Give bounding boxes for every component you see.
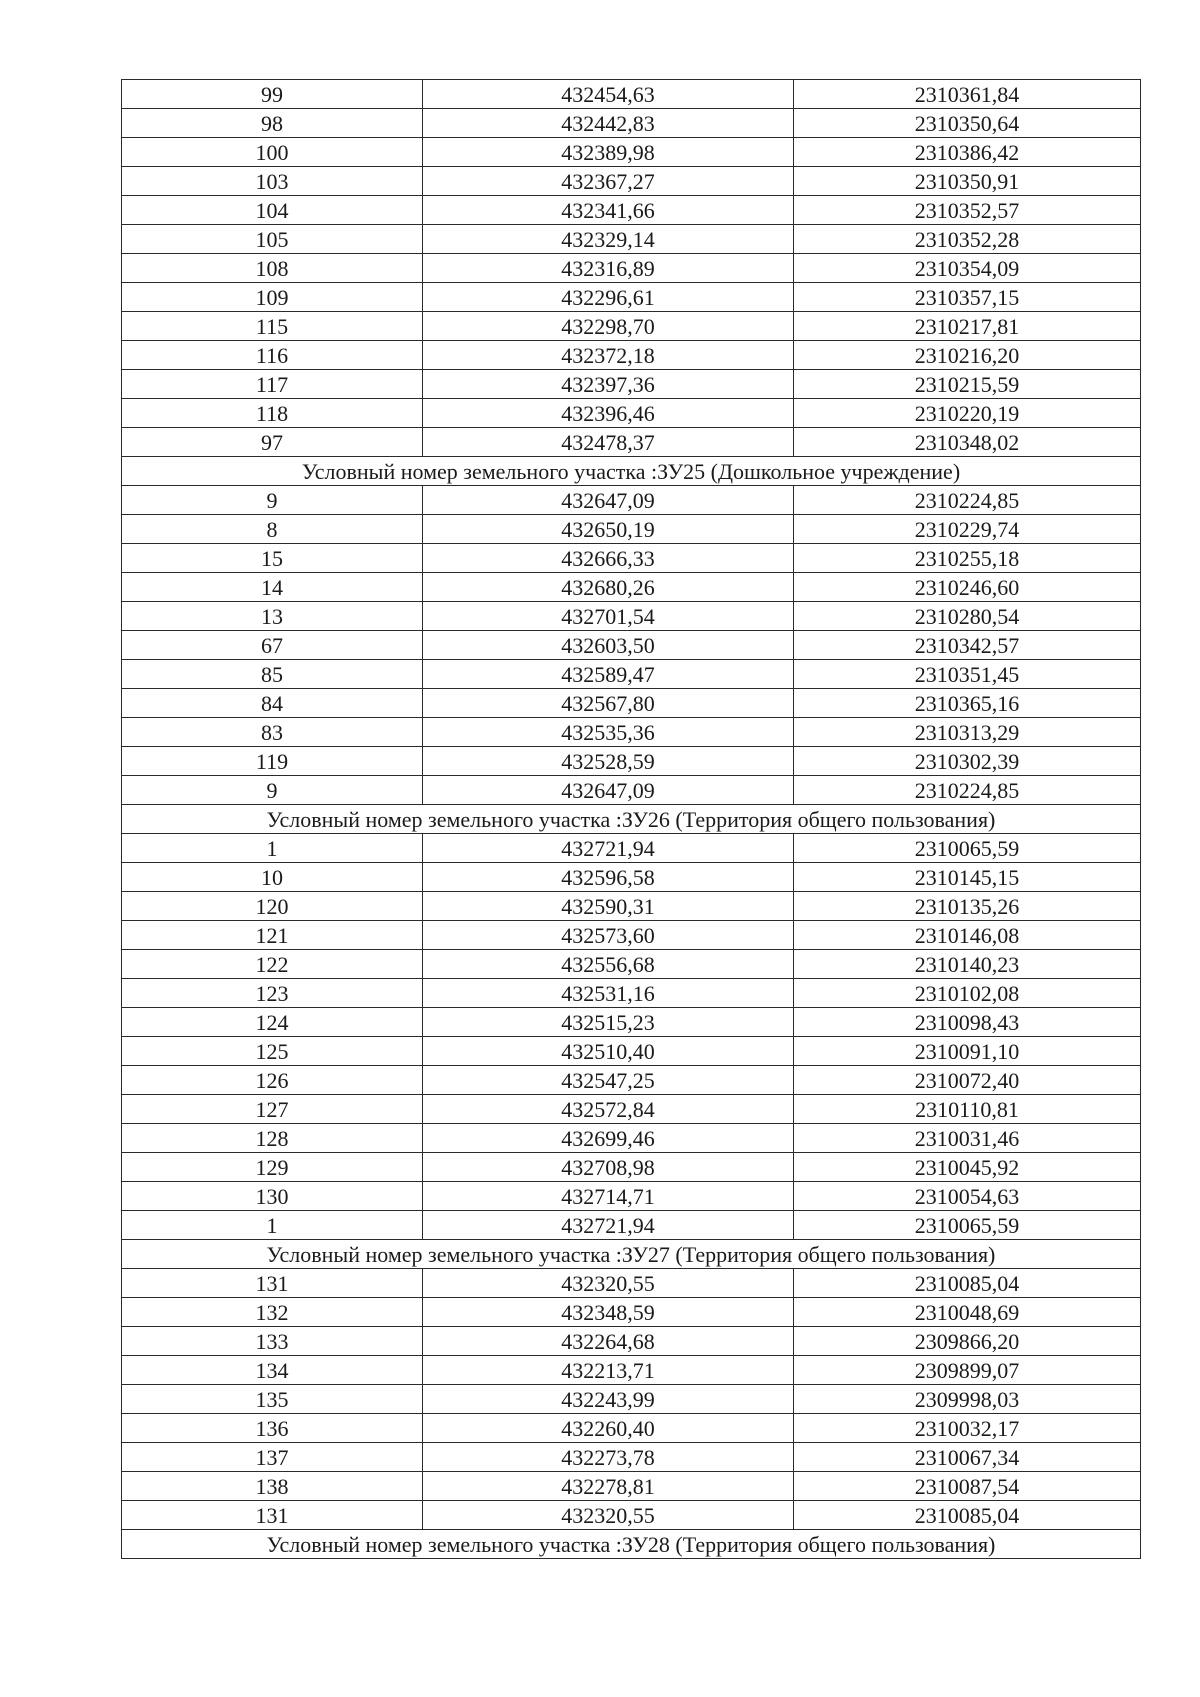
x-coordinate-cell: 432372,18 xyxy=(423,341,794,370)
point-number-cell: 105 xyxy=(122,225,423,254)
point-number-cell: 109 xyxy=(122,283,423,312)
y-coordinate-cell: 2310072,40 xyxy=(794,1066,1141,1095)
y-coordinate-cell: 2310045,92 xyxy=(794,1153,1141,1182)
x-coordinate-cell: 432243,99 xyxy=(423,1385,794,1414)
table-row xyxy=(122,776,1141,805)
x-coordinate-cell: 432298,70 xyxy=(423,312,794,341)
table-row xyxy=(122,863,1141,892)
point-number-cell: 13 xyxy=(122,602,423,631)
point-number-cell: 136 xyxy=(122,1414,423,1443)
table-row xyxy=(122,138,1141,167)
table-row xyxy=(122,1501,1141,1530)
y-coordinate-cell: 2310224,85 xyxy=(794,776,1141,805)
point-number-cell: 1 xyxy=(122,1211,423,1240)
point-number-cell: 118 xyxy=(122,399,423,428)
table-row xyxy=(122,950,1141,979)
x-coordinate-cell: 432699,46 xyxy=(423,1124,794,1153)
y-coordinate-cell: 2310102,08 xyxy=(794,979,1141,1008)
x-coordinate-cell: 432714,71 xyxy=(423,1182,794,1211)
table-row xyxy=(122,1385,1141,1414)
y-coordinate-cell: 2310032,17 xyxy=(794,1414,1141,1443)
point-number-cell: 119 xyxy=(122,747,423,776)
y-coordinate-cell: 2310302,39 xyxy=(794,747,1141,776)
y-coordinate-cell: 2310351,45 xyxy=(794,660,1141,689)
table-row xyxy=(122,370,1141,399)
y-coordinate-cell: 2310365,16 xyxy=(794,689,1141,718)
x-coordinate-cell: 432296,61 xyxy=(423,283,794,312)
x-coordinate-cell: 432528,59 xyxy=(423,747,794,776)
point-number-cell: 103 xyxy=(122,167,423,196)
y-coordinate-cell: 2310085,04 xyxy=(794,1269,1141,1298)
x-coordinate-cell: 432547,25 xyxy=(423,1066,794,1095)
x-coordinate-cell: 432531,16 xyxy=(423,979,794,1008)
x-coordinate-cell: 432721,94 xyxy=(423,1211,794,1240)
point-number-cell: 14 xyxy=(122,573,423,602)
table-row xyxy=(122,718,1141,747)
table-row xyxy=(122,1443,1141,1472)
table-row xyxy=(122,1182,1141,1211)
x-coordinate-cell: 432389,98 xyxy=(423,138,794,167)
point-number-cell: 117 xyxy=(122,370,423,399)
x-coordinate-cell: 432535,36 xyxy=(423,718,794,747)
point-number-cell: 133 xyxy=(122,1327,423,1356)
table-row xyxy=(122,1327,1141,1356)
y-coordinate-cell: 2310065,59 xyxy=(794,1211,1141,1240)
table-row xyxy=(122,631,1141,660)
point-number-cell: 124 xyxy=(122,1008,423,1037)
y-coordinate-cell: 2310224,85 xyxy=(794,486,1141,515)
x-coordinate-cell: 432397,36 xyxy=(423,370,794,399)
point-number-cell: 8 xyxy=(122,515,423,544)
table-row xyxy=(122,196,1141,225)
y-coordinate-cell: 2310085,04 xyxy=(794,1501,1141,1530)
y-coordinate-cell: 2310352,57 xyxy=(794,196,1141,225)
y-coordinate-cell: 2310255,18 xyxy=(794,544,1141,573)
x-coordinate-cell: 432573,60 xyxy=(423,921,794,950)
table-row xyxy=(122,834,1141,863)
x-coordinate-cell: 432647,09 xyxy=(423,486,794,515)
x-coordinate-cell: 432510,40 xyxy=(423,1037,794,1066)
point-number-cell: 126 xyxy=(122,1066,423,1095)
y-coordinate-cell: 2310342,57 xyxy=(794,631,1141,660)
point-number-cell: 128 xyxy=(122,1124,423,1153)
table-row xyxy=(122,747,1141,776)
parcel-heading-row xyxy=(122,1240,1141,1269)
x-coordinate-cell: 432316,89 xyxy=(423,254,794,283)
table-row xyxy=(122,660,1141,689)
x-coordinate-cell: 432680,26 xyxy=(423,573,794,602)
y-coordinate-cell: 2309998,03 xyxy=(794,1385,1141,1414)
point-number-cell: 134 xyxy=(122,1356,423,1385)
y-coordinate-cell: 2310216,20 xyxy=(794,341,1141,370)
y-coordinate-cell: 2310110,81 xyxy=(794,1095,1141,1124)
y-coordinate-cell: 2310135,26 xyxy=(794,892,1141,921)
x-coordinate-cell: 432589,47 xyxy=(423,660,794,689)
table-row xyxy=(122,921,1141,950)
point-number-cell: 116 xyxy=(122,341,423,370)
table-row xyxy=(122,1095,1141,1124)
x-coordinate-cell: 432454,63 xyxy=(423,80,794,109)
table-row xyxy=(122,283,1141,312)
parcel-heading-row xyxy=(122,805,1141,834)
y-coordinate-cell: 2310352,28 xyxy=(794,225,1141,254)
point-number-cell: 9 xyxy=(122,776,423,805)
y-coordinate-cell: 2310087,54 xyxy=(794,1472,1141,1501)
point-number-cell: 9 xyxy=(122,486,423,515)
table-row xyxy=(122,1066,1141,1095)
point-number-cell: 120 xyxy=(122,892,423,921)
point-number-cell: 84 xyxy=(122,689,423,718)
y-coordinate-cell: 2310067,34 xyxy=(794,1443,1141,1472)
point-number-cell: 135 xyxy=(122,1385,423,1414)
point-number-cell: 67 xyxy=(122,631,423,660)
point-number-cell: 132 xyxy=(122,1298,423,1327)
point-number-cell: 131 xyxy=(122,1269,423,1298)
parcel-heading: Условный номер земельного участка :ЗУ25 (Дошкольное учреждение) xyxy=(122,457,1141,486)
table-row xyxy=(122,1153,1141,1182)
y-coordinate-cell: 2310054,63 xyxy=(794,1182,1141,1211)
x-coordinate-cell: 432396,46 xyxy=(423,399,794,428)
point-number-cell: 123 xyxy=(122,979,423,1008)
y-coordinate-cell: 2310140,23 xyxy=(794,950,1141,979)
parcel-heading: Условный номер земельного участка :ЗУ28 (Территория общего пользования) xyxy=(122,1530,1141,1559)
point-number-cell: 98 xyxy=(122,109,423,138)
y-coordinate-cell: 2310031,46 xyxy=(794,1124,1141,1153)
x-coordinate-cell: 432264,68 xyxy=(423,1327,794,1356)
point-number-cell: 122 xyxy=(122,950,423,979)
x-coordinate-cell: 432260,40 xyxy=(423,1414,794,1443)
table-row xyxy=(122,254,1141,283)
table-row xyxy=(122,573,1141,602)
y-coordinate-cell: 2310386,42 xyxy=(794,138,1141,167)
x-coordinate-cell: 432213,71 xyxy=(423,1356,794,1385)
point-number-cell: 104 xyxy=(122,196,423,225)
y-coordinate-cell: 2310229,74 xyxy=(794,515,1141,544)
table-row xyxy=(122,544,1141,573)
point-number-cell: 10 xyxy=(122,863,423,892)
table-row xyxy=(122,1472,1141,1501)
x-coordinate-cell: 432650,19 xyxy=(423,515,794,544)
x-coordinate-cell: 432367,27 xyxy=(423,167,794,196)
table-row xyxy=(122,486,1141,515)
parcel-heading-row xyxy=(122,457,1141,486)
y-coordinate-cell: 2310280,54 xyxy=(794,602,1141,631)
x-coordinate-cell: 432596,58 xyxy=(423,863,794,892)
y-coordinate-cell: 2310313,29 xyxy=(794,718,1141,747)
table-row xyxy=(122,312,1141,341)
x-coordinate-cell: 432329,14 xyxy=(423,225,794,254)
x-coordinate-cell: 432320,55 xyxy=(423,1501,794,1530)
table-row xyxy=(122,1414,1141,1443)
point-number-cell: 85 xyxy=(122,660,423,689)
y-coordinate-cell: 2310350,91 xyxy=(794,167,1141,196)
coordinates-table xyxy=(121,79,1141,1559)
point-number-cell: 99 xyxy=(122,80,423,109)
point-number-cell: 130 xyxy=(122,1182,423,1211)
y-coordinate-cell: 2310145,15 xyxy=(794,863,1141,892)
table-row xyxy=(122,167,1141,196)
x-coordinate-cell: 432442,83 xyxy=(423,109,794,138)
table-row xyxy=(122,109,1141,138)
table-row xyxy=(122,428,1141,457)
table-row xyxy=(122,1356,1141,1385)
y-coordinate-cell: 2310220,19 xyxy=(794,399,1141,428)
table-row xyxy=(122,1269,1141,1298)
x-coordinate-cell: 432721,94 xyxy=(423,834,794,863)
x-coordinate-cell: 432701,54 xyxy=(423,602,794,631)
point-number-cell: 129 xyxy=(122,1153,423,1182)
y-coordinate-cell: 2310048,69 xyxy=(794,1298,1141,1327)
table-row xyxy=(122,979,1141,1008)
point-number-cell: 138 xyxy=(122,1472,423,1501)
y-coordinate-cell: 2310350,64 xyxy=(794,109,1141,138)
point-number-cell: 97 xyxy=(122,428,423,457)
y-coordinate-cell: 2310361,84 xyxy=(794,80,1141,109)
point-number-cell: 137 xyxy=(122,1443,423,1472)
y-coordinate-cell: 2310146,08 xyxy=(794,921,1141,950)
point-number-cell: 1 xyxy=(122,834,423,863)
x-coordinate-cell: 432556,68 xyxy=(423,950,794,979)
x-coordinate-cell: 432567,80 xyxy=(423,689,794,718)
y-coordinate-cell: 2310246,60 xyxy=(794,573,1141,602)
x-coordinate-cell: 432647,09 xyxy=(423,776,794,805)
table-row xyxy=(122,399,1141,428)
y-coordinate-cell: 2310348,02 xyxy=(794,428,1141,457)
x-coordinate-cell: 432515,23 xyxy=(423,1008,794,1037)
table-row xyxy=(122,1211,1141,1240)
coordinates-table-body xyxy=(122,80,1141,1559)
x-coordinate-cell: 432278,81 xyxy=(423,1472,794,1501)
x-coordinate-cell: 432572,84 xyxy=(423,1095,794,1124)
table-row xyxy=(122,689,1141,718)
table-row xyxy=(122,515,1141,544)
parcel-heading: Условный номер земельного участка :ЗУ26 (Территория общего пользования) xyxy=(122,805,1141,834)
x-coordinate-cell: 432478,37 xyxy=(423,428,794,457)
table-row xyxy=(122,892,1141,921)
parcel-heading: Условный номер земельного участка :ЗУ27 (Территория общего пользования) xyxy=(122,1240,1141,1269)
table-row xyxy=(122,1037,1141,1066)
y-coordinate-cell: 2310217,81 xyxy=(794,312,1141,341)
x-coordinate-cell: 432341,66 xyxy=(423,196,794,225)
table-row xyxy=(122,1124,1141,1153)
point-number-cell: 121 xyxy=(122,921,423,950)
table-row xyxy=(122,1008,1141,1037)
y-coordinate-cell: 2309899,07 xyxy=(794,1356,1141,1385)
table-row xyxy=(122,1298,1141,1327)
y-coordinate-cell: 2310215,59 xyxy=(794,370,1141,399)
x-coordinate-cell: 432666,33 xyxy=(423,544,794,573)
x-coordinate-cell: 432273,78 xyxy=(423,1443,794,1472)
x-coordinate-cell: 432348,59 xyxy=(423,1298,794,1327)
parcel-heading-row xyxy=(122,1530,1141,1559)
y-coordinate-cell: 2310091,10 xyxy=(794,1037,1141,1066)
y-coordinate-cell: 2310354,09 xyxy=(794,254,1141,283)
point-number-cell: 115 xyxy=(122,312,423,341)
point-number-cell: 100 xyxy=(122,138,423,167)
x-coordinate-cell: 432708,98 xyxy=(423,1153,794,1182)
x-coordinate-cell: 432590,31 xyxy=(423,892,794,921)
x-coordinate-cell: 432603,50 xyxy=(423,631,794,660)
x-coordinate-cell: 432320,55 xyxy=(423,1269,794,1298)
table-row xyxy=(122,80,1141,109)
point-number-cell: 108 xyxy=(122,254,423,283)
point-number-cell: 127 xyxy=(122,1095,423,1124)
point-number-cell: 83 xyxy=(122,718,423,747)
table-row xyxy=(122,225,1141,254)
table-row xyxy=(122,602,1141,631)
table-row xyxy=(122,341,1141,370)
y-coordinate-cell: 2310357,15 xyxy=(794,283,1141,312)
y-coordinate-cell: 2310098,43 xyxy=(794,1008,1141,1037)
point-number-cell: 125 xyxy=(122,1037,423,1066)
point-number-cell: 15 xyxy=(122,544,423,573)
y-coordinate-cell: 2309866,20 xyxy=(794,1327,1141,1356)
point-number-cell: 131 xyxy=(122,1501,423,1530)
y-coordinate-cell: 2310065,59 xyxy=(794,834,1141,863)
